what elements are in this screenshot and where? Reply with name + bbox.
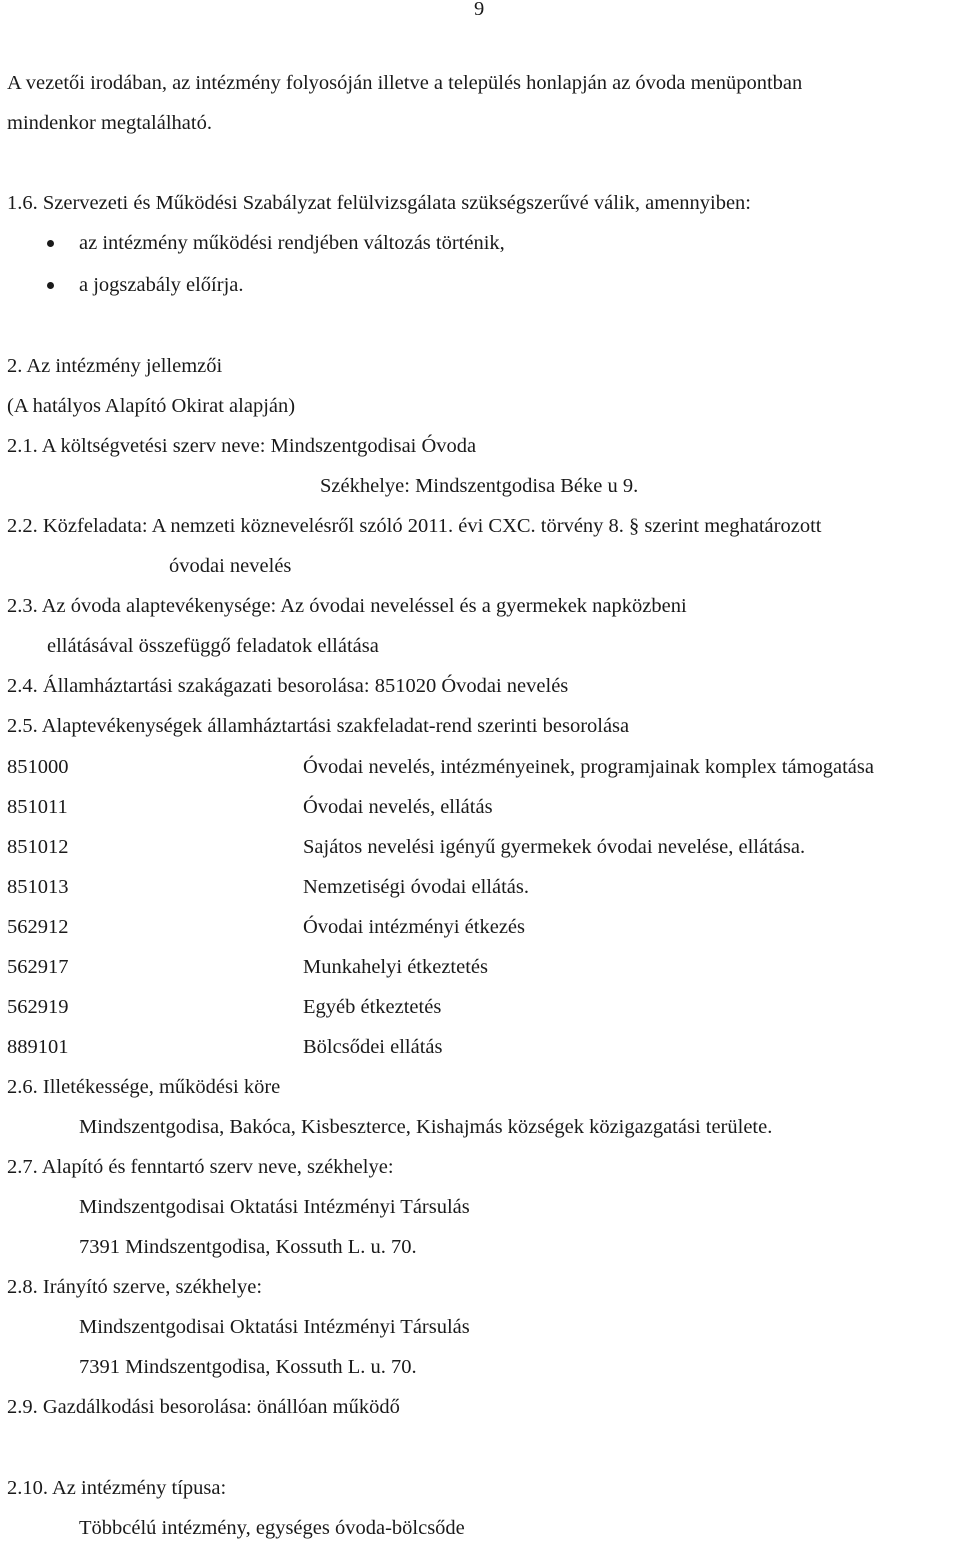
page-number: 9: [474, 0, 485, 20]
table-row-desc: Sajátos nevelési igényű gyermekek óvodai nevelése, ellátása.: [303, 836, 806, 858]
intro-line-1: A vezetői irodában, az intézmény folyosóján illetve a település honlapján az óvoda menüpontban: [7, 72, 803, 94]
section-2-7-name: Mindszentgodisai Oktatási Intézményi Társulás: [79, 1196, 470, 1218]
table-row-code: 562917: [7, 956, 69, 978]
section-2-8-heading: 2.8. Irányító szerve, székhelye:: [7, 1276, 263, 1298]
table-row-code: 851013: [7, 876, 69, 898]
table-row-desc: Bölcsődei ellátás: [303, 1036, 443, 1058]
section-2-9: 2.9. Gazdálkodási besorolása: önállóan működő: [7, 1396, 400, 1418]
section-2-7-address: 7391 Mindszentgodisa, Kossuth L. u. 70.: [79, 1236, 417, 1258]
bullet-item: az intézmény működési rendjében változás történik,: [79, 232, 505, 254]
section-2-2-line-2: óvodai nevelés: [169, 555, 292, 577]
section-2-10-heading: 2.10. Az intézmény típusa:: [7, 1477, 227, 1499]
table-row-code: 851011: [7, 796, 68, 818]
table-row-code: 851000: [7, 756, 69, 778]
table-row-desc: Nemzetiségi óvodai ellátás.: [303, 876, 529, 898]
section-2-subtitle: (A hatályos Alapító Okirat alapján): [7, 395, 296, 417]
section-2-1-name: 2.1. A költségvetési szerv neve: Mindszentgodisai Óvoda: [7, 435, 477, 457]
table-row-desc: Egyéb étkeztetés: [303, 996, 442, 1018]
section-2-title: 2. Az intézmény jellemzői: [7, 355, 223, 377]
section-2-7-heading: 2.7. Alapító és fenntartó szerv neve, székhelye:: [7, 1156, 394, 1178]
bullet-icon: [47, 282, 54, 289]
section-2-8-address: 7391 Mindszentgodisa, Kossuth L. u. 70.: [79, 1356, 417, 1378]
table-row-desc: Munkahelyi étkeztetés: [303, 956, 489, 978]
bullet-icon: [47, 240, 54, 247]
section-2-8-name: Mindszentgodisai Oktatási Intézményi Társulás: [79, 1316, 470, 1338]
table-row-desc: Óvodai intézményi étkezés: [303, 916, 525, 938]
section-2-6-heading: 2.6. Illetékessége, működési köre: [7, 1076, 281, 1098]
table-row-desc: Óvodai nevelés, ellátás: [303, 796, 493, 818]
section-2-10-body: Többcélú intézmény, egységes óvoda-bölcsőde: [79, 1517, 465, 1539]
intro-line-2: mindenkor megtalálható.: [7, 112, 212, 134]
section-2-3-line-1: 2.3. Az óvoda alaptevékenysége: Az óvodai neveléssel és a gyermekek napközbeni: [7, 595, 687, 617]
table-row-code: 889101: [7, 1036, 69, 1058]
section-2-2-line-1: 2.2. Közfeladata: A nemzeti köznevelésről szóló 2011. évi CXC. törvény 8. § szerint meghatározott: [7, 515, 822, 537]
table-row-desc: Óvodai nevelés, intézményeinek, programjainak komplex támogatása: [303, 756, 874, 778]
table-row-code: 562912: [7, 916, 69, 938]
table-row-code: 851012: [7, 836, 69, 858]
section-2-6-body: Mindszentgodisa, Bakóca, Kisbeszterce, Kishajmás községek közigazgatási területe.: [79, 1116, 773, 1138]
table-row-code: 562919: [7, 996, 69, 1018]
bullet-item: a jogszabály előírja.: [79, 274, 244, 296]
section-2-1-seat: Székhelye: Mindszentgodisa Béke u 9.: [320, 475, 639, 497]
section-2-5-heading: 2.5. Alaptevékenységek államháztartási szakfeladat-rend szerinti besorolása: [7, 715, 630, 737]
section-2-4: 2.4. Államháztartási szakágazati besorolása: 851020 Óvodai nevelés: [7, 675, 569, 697]
section-1-6-heading: 1.6. Szervezeti és Működési Szabályzat felülvizsgálata szükségszerűvé válik, amennyiben:: [7, 192, 752, 214]
section-2-3-line-2: ellátásával összefüggő feladatok ellátása: [47, 635, 379, 657]
